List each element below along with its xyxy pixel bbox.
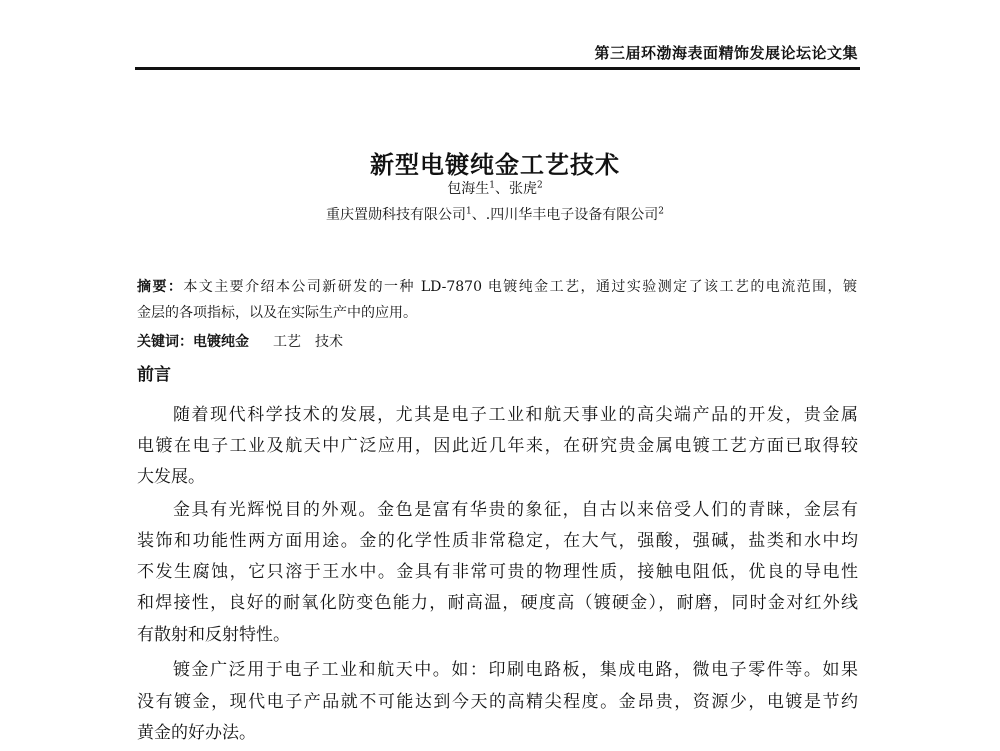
affiliation-superscript: 1 <box>466 206 472 217</box>
keywords <box>137 331 857 351</box>
header-rule <box>135 67 860 70</box>
section-title: 前言 <box>137 365 171 385</box>
running-head: 第三届环渤海表面精饰发展论坛论文集 <box>594 44 858 62</box>
body-line: 不发生腐蚀，它只溶于王水中。金具有非常可贵的物理性质，接触电阻低，优良的导电性 <box>137 562 858 581</box>
keyword: 电镀纯金 <box>193 334 249 350</box>
body-line: 没有镀金，现代电子产品就不可能达到今天的高精尖程度。金昂贵，资源少，电镀是节约 <box>137 692 858 711</box>
body-line: 金具有光辉悦目的外观。金色是富有华贵的象征，自古以来倍受人们的青睐，金层有 <box>173 500 858 519</box>
keywords-label: 关键词： <box>137 334 193 350</box>
author-name: 张虎 <box>509 181 537 197</box>
separator: 、 <box>495 181 509 197</box>
abstract-line: 金层的各项指标，以及在实际生产中的应用。 <box>137 305 417 321</box>
author-name: 包海生 <box>447 181 490 197</box>
affiliation-name: 重庆置勋科技有限公司 <box>326 207 467 223</box>
authors <box>0 178 990 198</box>
body-line: 装饰和功能性两方面用途。金的化学性质非常稳定，在大气，强酸，强碱，盐类和水中均 <box>137 531 858 550</box>
abstract-line <box>137 276 857 296</box>
body-line: 大发展。 <box>137 467 205 486</box>
author-superscript: 2 <box>537 180 543 191</box>
abstract-text: 本文主要介绍本公司新研发的一种 LD-7870 电镀纯金工艺，通过实验测定了该工艺的电流范围，镀 <box>183 279 857 295</box>
keyword: 技术 <box>315 334 343 350</box>
keyword: 工艺 <box>273 334 301 350</box>
body-line: 随着现代科学技术的发展，尤其是电子工业和航天事业的高尖端产品的开发，贵金属 <box>173 405 858 424</box>
body-line: 黄金的好办法。 <box>137 723 256 742</box>
body-line: 和焊接性，良好的耐氧化防变色能力，耐高温，硬度高（镀硬金），耐磨，同时金对红外线 <box>137 593 858 612</box>
affiliation-superscript: 2 <box>658 206 664 217</box>
body-line: 电镀在电子工业及航天中广泛应用，因此近几年来，在研究贵金属电镀工艺方面已取得较 <box>137 436 858 455</box>
affiliations <box>0 204 990 224</box>
body-line: 有散射和反射特性。 <box>137 625 290 644</box>
author-superscript: 1 <box>489 180 495 191</box>
paper-title: 新型电镀纯金工艺技术 <box>370 150 620 179</box>
separator: 、. <box>471 207 491 223</box>
abstract-label: 摘要： <box>137 279 184 295</box>
body-line: 镀金广泛用于电子工业和航天中。如：印刷电路板，集成电路，微电子零件等。如果 <box>173 660 858 679</box>
affiliation-name: 四川华丰电子设备有限公司 <box>490 207 659 223</box>
